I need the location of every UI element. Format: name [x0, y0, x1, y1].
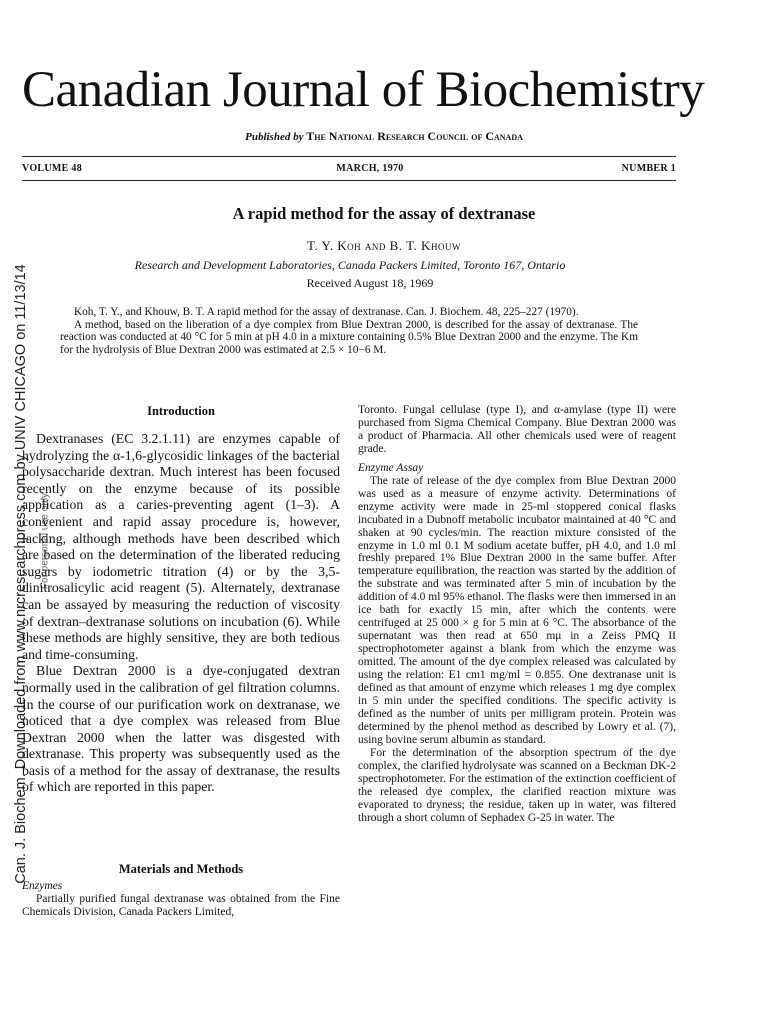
introduction-paragraph-2: Blue Dextran 2000 is a dye-conjugated dextran normally used in the calibration of gel filtration columns. In the course of our purification work on dextranase, we noticed that a dye complex was released from Blue Dextran 2000 when the latter was disgested with dextranase. This property was subsequently used as the basis of a method for the assay of dextranase, the results of which are reported in this paper.: [22, 663, 340, 795]
masthead-rule-bottom: [22, 180, 676, 181]
introduction-body: [22, 431, 340, 796]
introduction-heading: Introduction: [147, 404, 215, 418]
enzymes-paragraph: [22, 893, 340, 919]
article-authors: T. Y. Koh and B. T. Khouw: [307, 238, 461, 253]
enzyme-assay-paragraph-2: For the determination of the absorption spectrum of the dye complex, the clarified hydrolysate was scanned on a Beckman DK-2 spectrophotometer. For the estimation of the extinction coefficient of the released dye complex, the clarified reaction mixture was evaporated to dryness; the residue, taken up in water, was filtered through a short column of Sephadex G-25 in water. The: [358, 746, 676, 824]
journal-title: Canadian Journal of Biochemistry: [22, 62, 705, 118]
enzymes-continuation: Toronto. Fungal cellulase (type I), and α-amylase (type II) were purchased from Sigma Chemical Company. Blue Dextran 2000 was a product of Pharmacia. All other chemicals used were of reagent grade.: [358, 404, 676, 455]
issue-number: NUMBER 1: [621, 163, 676, 174]
introduction-paragraph-1: Dextranases (EC 3.2.1.11) are enzymes capable of hydrolyzing the α-1,6-glycosidic linkages of the bacterial polysaccharide dextran. Much interest has been focused recently on the enzyme because of its possible application as a caries-preventing agent (1–3). A convenient and rapid assay procedure is, however, lacking, although methods have been described which are based on the determination of the liberated reducing sugars by iodometric titration (4) or by the 3,5-dinitrosalicylic acid reagent (5). Alternately, dextranase can be assayed by measuring the reduction of viscosity of dextran–dextranase solutions on incubation (6). While these methods are highly sensitive, they are both tedious and time-consuming.: [22, 431, 340, 662]
abstract: [60, 306, 638, 356]
personal-use-text: For personal use only.: [39, 490, 51, 590]
download-watermark-text: Can. J. Biochem. Downloaded from www.nrcresearchpress.com by UNIV CHICAGO on 11/13/14: [13, 264, 29, 884]
article-affiliation: Research and Development Laboratories, Canada Packers Limited, Toronto 167, Ontario: [134, 258, 566, 272]
article-title: A rapid method for the assay of dextranase: [232, 204, 536, 223]
issue-date: MARCH, 1970: [336, 163, 404, 174]
publisher-line: [0, 129, 768, 144]
publisher-name: The National Research Council of Canada: [306, 129, 523, 143]
published-by-label: Published by: [245, 131, 304, 143]
enzyme-assay-subheading: Enzyme Assay: [358, 461, 424, 474]
abstract-text: A method, based on the liberation of a dye complex from Blue Dextran 2000, is described for the assay of dextranase. The reaction was conducted at 40 °C for 5 min at pH 4.0 in a mixture containing 0.5% Blue Dextran 2000 and the enzyme. The Km for the hydrolysis of Blue Dextran 2000 was estimated at 2.5 × 10−6 M.: [60, 318, 638, 356]
received-date: Received August 18, 1969: [306, 276, 434, 290]
enzymes-paragraph-text: Partially purified fungal dextranase was obtained from the Fine Chemicals Division, Canada Packers Limited,: [22, 893, 340, 918]
right-column: [358, 404, 676, 825]
materials-methods-heading: Materials and Methods: [118, 862, 244, 876]
volume-label: VOLUME 48: [22, 163, 82, 174]
masthead-rule-top: [22, 156, 676, 157]
abstract-citation: Koh, T. Y., and Khouw, B. T. A rapid method for the assay of dextranase. Can. J. Biochem. 48, 225–227 (1970).: [74, 306, 579, 318]
enzymes-subheading: Enzymes: [22, 880, 63, 892]
enzyme-assay-paragraph-1: The rate of release of the dye complex from Blue Dextran 2000 was used as a measure of enzyme activity. Determinations of enzyme activity were made in 25-ml stoppered conical flasks incubated in a Dubnoff metabolic incubator maintained at 40 °C and shaken at 90 cycles/min. The reaction mixture consisted of the enzyme in 1.0 ml 0.1 M sodium acetate buffer, pH 4.0, and 1.0 ml freshly prepared 1% Blue Dextran 2000 in the same buffer. After temperature equilibration, the reaction was started by the addition of the substrate and was terminated after 5 min of incubation by the addition of 4.0 ml 95% ethanol. The flasks were then immersed in an ice bath for exactly 15 min, after which the contents were centrifuged at 25 000 × g for 5 min at 6 °C. The absorbance of the supernatant was then read at 650 mμ in a Zeiss PMQ II spectrophotometer against a blank from which the enzyme was omitted. The amount of the dye complex released was calculated by using the relation: E1 cm1 mg/ml = 0.855. One dextranase unit is defined as that amount of enzyme which releases 1 mg dye complex in 5 min under the specified conditions. The specific activity is defined as the number of units per milligram protein. Protein was determined by the phenol method as described by Lowry et al. (7), using bovine serum albumin as standard.: [358, 474, 676, 746]
